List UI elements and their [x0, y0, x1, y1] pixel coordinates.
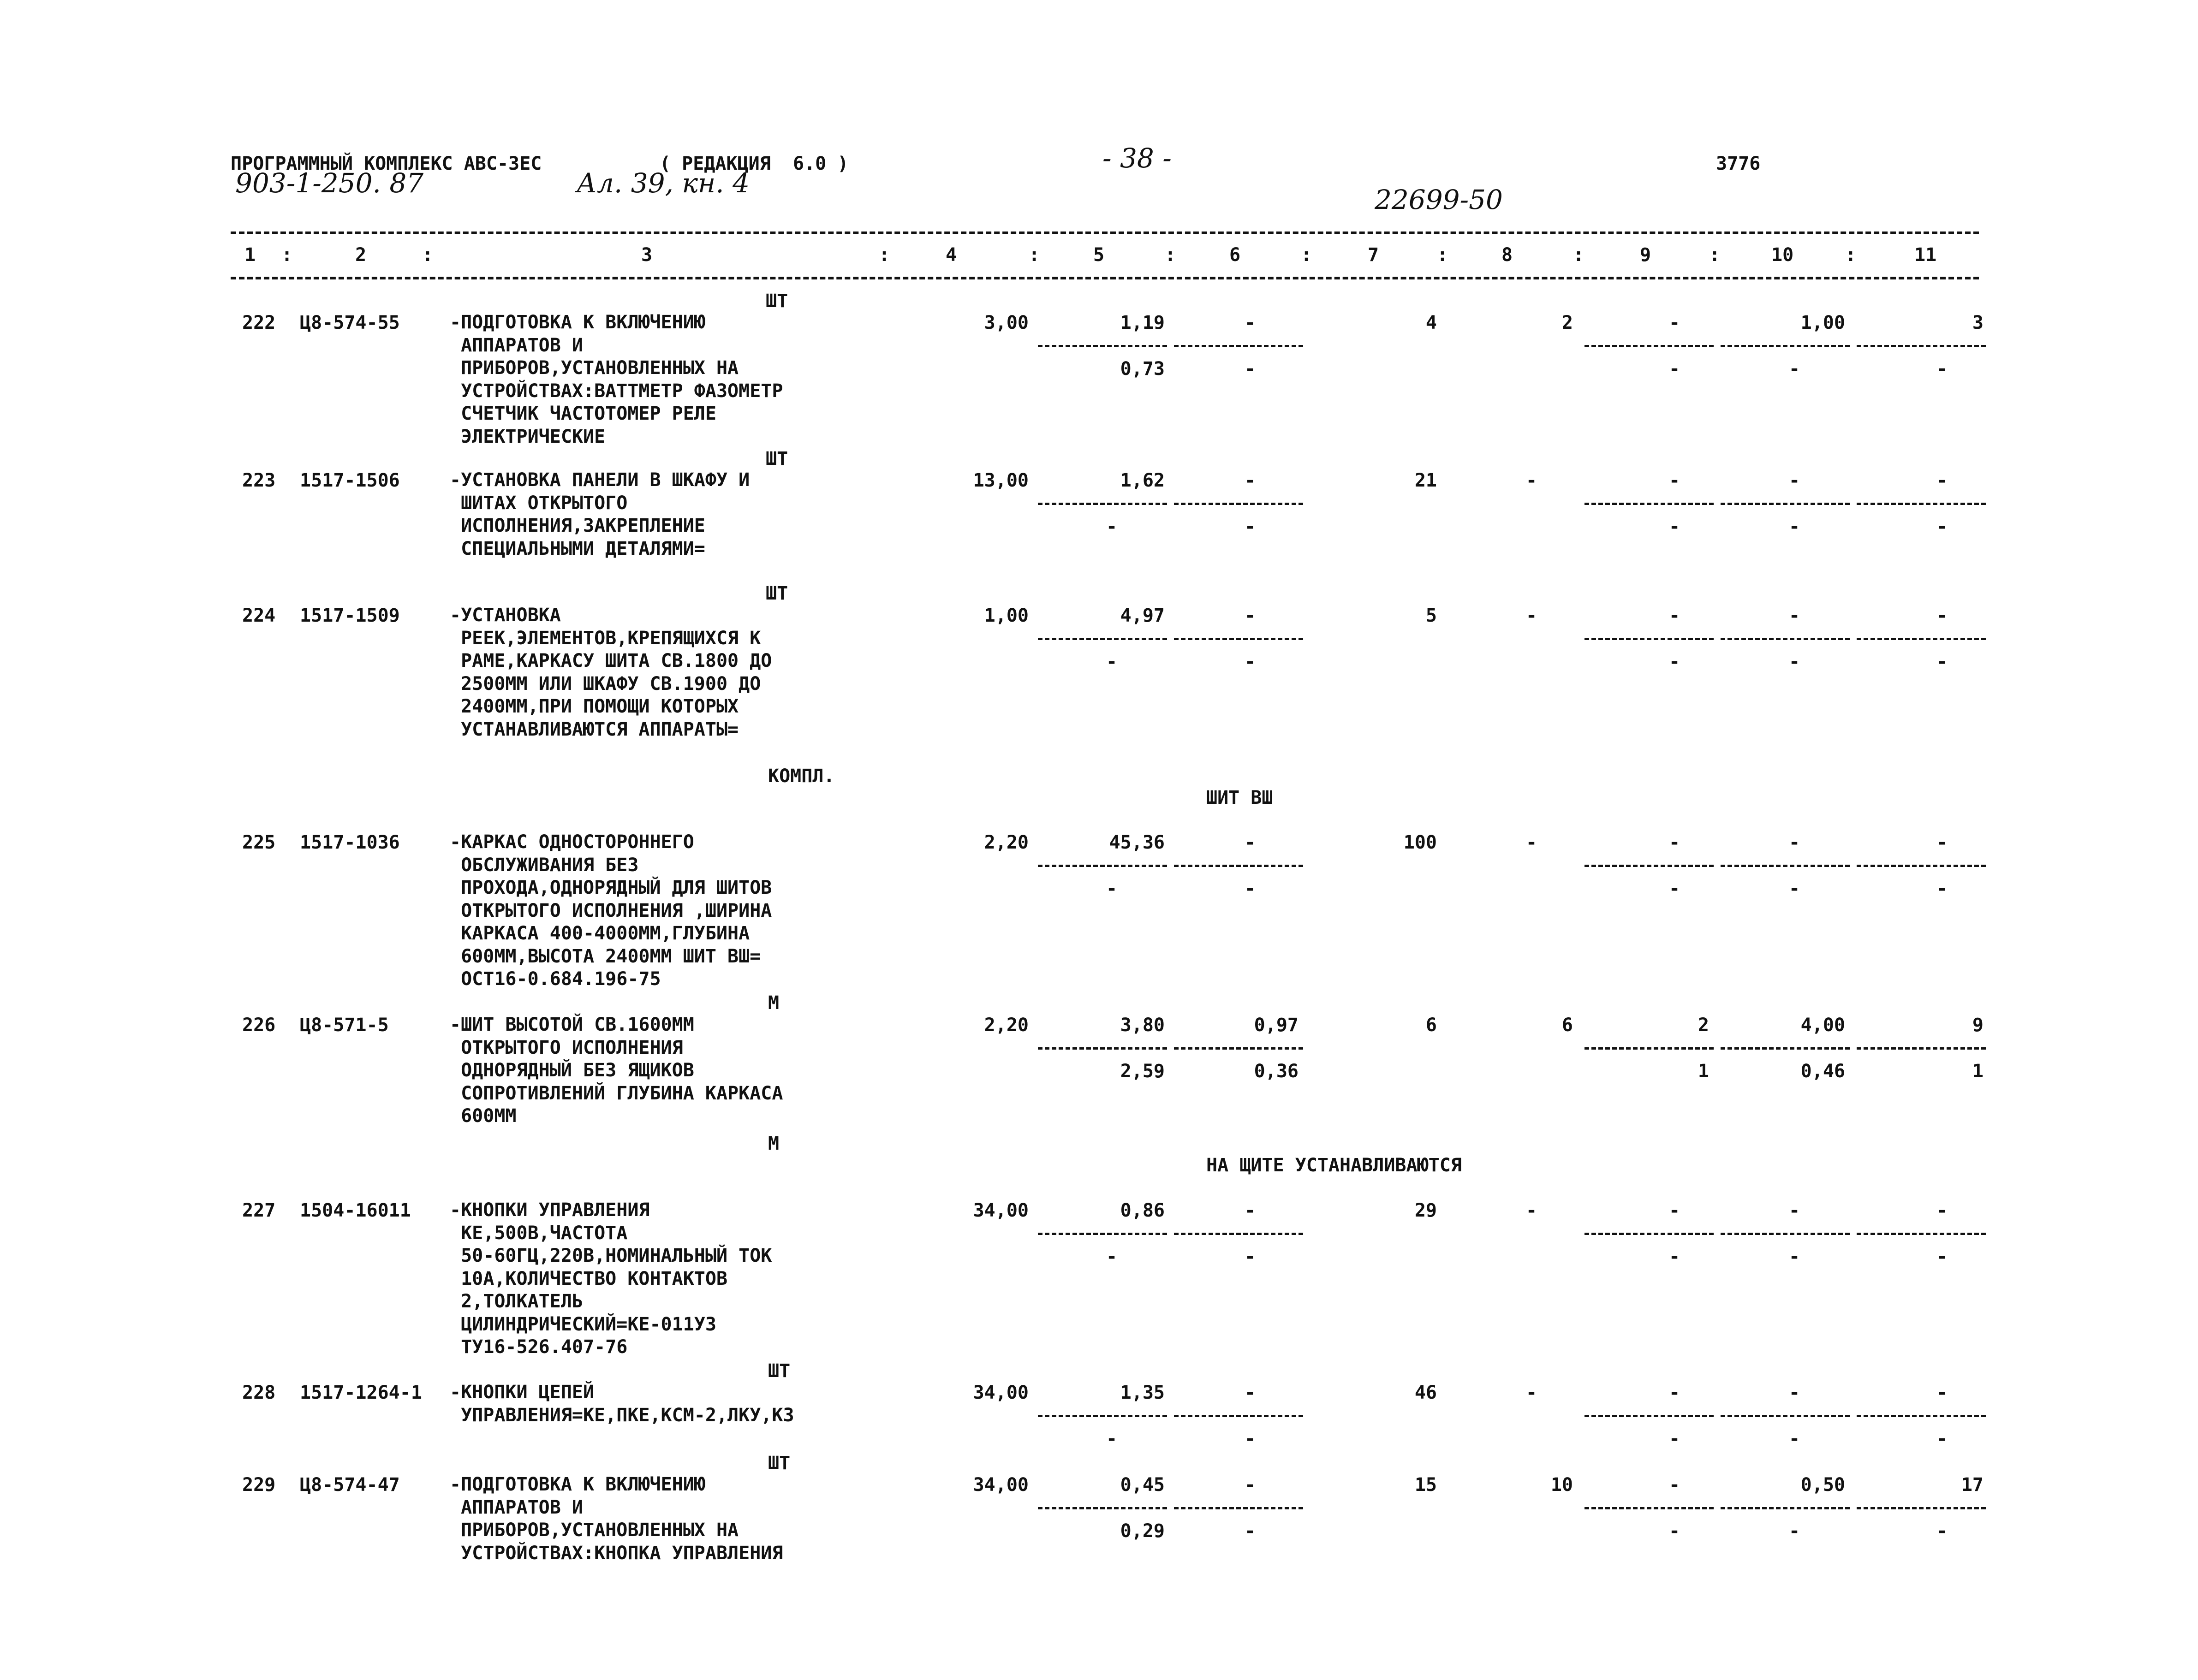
- col6-subvalue: -: [1244, 878, 1256, 899]
- separator: [1038, 1047, 1167, 1050]
- col5-subvalue: -: [1106, 1246, 1118, 1267]
- col8-value: 10: [1550, 1474, 1573, 1496]
- col11-value: 17: [1961, 1474, 1984, 1496]
- col-header-2: 2: [355, 244, 367, 266]
- col6-subvalue: -: [1244, 651, 1256, 672]
- col11-subvalue: -: [1936, 651, 1948, 672]
- col6-value: -: [1244, 1200, 1256, 1221]
- col11-subvalue: -: [1936, 1246, 1948, 1267]
- col8-value: -: [1525, 1382, 1537, 1403]
- separator: [1038, 345, 1167, 347]
- col5-value: 1,35: [1120, 1382, 1165, 1403]
- col6-value: -: [1244, 470, 1256, 491]
- separator: [1857, 1047, 1986, 1050]
- section-label: ШИТ ВШ: [1206, 787, 1273, 808]
- col10-value: 4,00: [1800, 1015, 1845, 1036]
- separator: [1038, 1507, 1167, 1509]
- row-number: 224: [242, 605, 276, 626]
- col11-value: -: [1936, 1382, 1948, 1403]
- separator: [1038, 638, 1167, 640]
- col6-subvalue: -: [1244, 1246, 1256, 1267]
- work-description: -УСТАНОВКА ПАНЕЛИ В ШКАФУ И ШИТАХ ОТКРЫТОГО ИСПОЛНЕНИЯ,ЗАКРЕПЛЕНИЕ СПЕЦИАЛЬНЫМИ ДЕТАЛЯМИ=: [450, 469, 750, 559]
- col-header-7: 7: [1368, 244, 1379, 266]
- col8-value: -: [1525, 605, 1537, 626]
- edition-label: ( РЕДАКЦИЯ 6.0 ): [660, 153, 849, 174]
- col10-value: 1,00: [1800, 312, 1845, 333]
- separator: [1857, 1415, 1986, 1417]
- col-header-3: 3: [641, 244, 653, 266]
- col6-subvalue: -: [1244, 1520, 1256, 1542]
- work-description: -УСТАНОВКА РЕЕК,ЭЛЕМЕНТОВ,КРЕПЯЩИХСЯ К РАМЕ,КАРКАСУ ШИТА СВ.1800 ДО 2500ММ ИЛИ ШКАФУ СВ.1900 ДО 2400ММ,ПРИ ПОМОЩИ КОТОРЫХ УСТАНАВЛИВАЮТСЯ АППАРАТЫ=: [450, 605, 772, 740]
- col11-subvalue: -: [1936, 1428, 1948, 1449]
- row-number: 225: [242, 832, 276, 853]
- col6-value: -: [1244, 312, 1256, 333]
- col-divider: :: [1709, 244, 1721, 266]
- col11-value: 3: [1972, 312, 1984, 333]
- col10-subvalue: -: [1788, 1520, 1800, 1542]
- col10-subvalue: -: [1788, 516, 1800, 537]
- col10-value: -: [1788, 832, 1800, 853]
- col9-value: -: [1668, 1200, 1680, 1221]
- separator: [1038, 1233, 1167, 1235]
- work-description: -ПОДГОТОВКА К ВКЛЮЧЕНИЮ АППАРАТОВ И ПРИБОРОВ,УСТАНОВЛЕННЫХ НА УСТРОЙСТВАХ:ВАТТМЕТР ФАЗОМЕТР СЧЕТЧИК ЧАСТОТОМЕР РЕЛЕ ЭЛЕКТРИЧЕСКИЕ: [450, 312, 783, 447]
- col11-subvalue: -: [1936, 516, 1948, 537]
- unit-label: М: [768, 992, 780, 1014]
- col5-value: 1,62: [1120, 470, 1165, 491]
- col-divider: :: [1573, 244, 1584, 266]
- col10-value: -: [1788, 1200, 1800, 1221]
- col4-value: 34,00: [973, 1200, 1029, 1221]
- col9-subvalue: -: [1668, 1520, 1680, 1542]
- col6-subvalue: -: [1244, 358, 1256, 380]
- col9-subvalue: -: [1668, 1428, 1680, 1449]
- col4-value: 2,20: [984, 1015, 1029, 1036]
- col4-value: 34,00: [973, 1474, 1029, 1496]
- col9-value: -: [1668, 832, 1680, 853]
- col9-value: 2: [1698, 1015, 1709, 1036]
- separator: [1038, 865, 1167, 867]
- col6-value: -: [1244, 832, 1256, 853]
- rate-code: Ц8-574-47: [300, 1474, 400, 1496]
- col10-value: -: [1788, 1382, 1800, 1403]
- rate-code: Ц8-574-55: [300, 312, 400, 333]
- col8-value: -: [1525, 470, 1537, 491]
- unit-label: КОМПЛ.: [768, 766, 835, 787]
- separator: [1584, 1047, 1714, 1050]
- col4-value: 3,00: [984, 312, 1029, 333]
- col-header-4: 4: [946, 244, 957, 266]
- col11-subvalue: -: [1936, 358, 1948, 380]
- col10-value: 0,50: [1800, 1474, 1845, 1496]
- col10-value: -: [1788, 605, 1800, 626]
- sheet-number: 3776: [1716, 153, 1761, 174]
- col8-value: -: [1525, 832, 1537, 853]
- col10-subvalue: -: [1788, 1428, 1800, 1449]
- col5-value: 0,86: [1120, 1200, 1165, 1221]
- col9-value: -: [1668, 605, 1680, 626]
- col-divider: :: [879, 244, 890, 266]
- separator: [1174, 503, 1303, 505]
- col5-value: 45,36: [1109, 832, 1165, 853]
- col-divider: :: [1029, 244, 1040, 266]
- col5-subvalue: -: [1106, 878, 1118, 899]
- col10-subvalue: -: [1788, 1246, 1800, 1267]
- row-number: 226: [242, 1015, 276, 1036]
- rate-code: 1504-16011: [300, 1200, 411, 1221]
- col-header-11: 11: [1914, 244, 1937, 266]
- col10-subvalue: 0,46: [1800, 1061, 1845, 1082]
- col6-value: -: [1244, 1382, 1256, 1403]
- program-title: ПРОГРАММНЫЙ КОМПЛЕКС АВС-3ЕС: [231, 153, 542, 174]
- separator: [1721, 638, 1850, 640]
- album-reference: Ал. 39, кн. 4: [577, 167, 750, 199]
- col-divider: :: [1845, 244, 1857, 266]
- separator: [1721, 1233, 1850, 1235]
- col9-subvalue: -: [1668, 516, 1680, 537]
- col7-value: 4: [1425, 312, 1437, 333]
- separator: [1174, 865, 1303, 867]
- col6-value: -: [1244, 605, 1256, 626]
- separator: [1857, 638, 1986, 640]
- col9-subvalue: 1: [1698, 1061, 1709, 1082]
- separator: [1721, 503, 1850, 505]
- col4-value: 13,00: [973, 470, 1029, 491]
- unit-label: ШТ: [766, 583, 788, 604]
- col9-value: -: [1668, 312, 1680, 333]
- col8-value: 2: [1561, 312, 1573, 333]
- col-divider: :: [1301, 244, 1312, 266]
- col11-value: -: [1936, 470, 1948, 491]
- document-number: 22699-50: [1375, 184, 1503, 215]
- rate-code: 1517-1264-1: [300, 1382, 422, 1403]
- col7-value: 15: [1414, 1474, 1437, 1496]
- separator: [1857, 1233, 1986, 1235]
- separator: [1721, 345, 1850, 347]
- col-header-9: 9: [1640, 244, 1651, 266]
- separator: [1721, 1415, 1850, 1417]
- col5-subvalue: -: [1106, 1428, 1118, 1449]
- separator: [1584, 865, 1714, 867]
- col5-subvalue: 0,29: [1120, 1520, 1165, 1542]
- col7-value: 6: [1425, 1015, 1437, 1036]
- separator: [1174, 1507, 1303, 1509]
- row-number: 228: [242, 1382, 276, 1403]
- col5-value: 1,19: [1120, 312, 1165, 333]
- col10-subvalue: -: [1788, 651, 1800, 672]
- col5-subvalue: 2,59: [1120, 1061, 1165, 1082]
- col4-value: 34,00: [973, 1382, 1029, 1403]
- col6-subvalue: -: [1244, 516, 1256, 537]
- separator: [1174, 345, 1303, 347]
- row-number: 229: [242, 1474, 276, 1496]
- col8-value: 6: [1561, 1015, 1573, 1036]
- unit-label: ШТ: [768, 1453, 791, 1474]
- col9-subvalue: -: [1668, 651, 1680, 672]
- col5-value: 0,45: [1120, 1474, 1165, 1496]
- col-header-5: 5: [1093, 244, 1105, 266]
- col7-value: 5: [1425, 605, 1437, 626]
- col11-subvalue: 1: [1972, 1061, 1984, 1082]
- col-header-10: 10: [1771, 244, 1794, 266]
- section-label: НА ЩИТЕ УСТАНАВЛИВАЮТСЯ: [1206, 1155, 1462, 1176]
- header-rule-bottom: [231, 277, 1979, 279]
- col-divider: :: [281, 244, 293, 266]
- work-description: -КНОПКИ ЦЕПЕЙ УПРАВЛЕНИЯ=КЕ,ПКЕ,КСМ-2,ЛКУ,КЗ: [450, 1382, 794, 1426]
- col-divider: :: [1437, 244, 1448, 266]
- col9-value: -: [1668, 1474, 1680, 1496]
- col8-value: -: [1525, 1200, 1537, 1221]
- col-divider: :: [1165, 244, 1176, 266]
- separator: [1857, 1507, 1986, 1509]
- col-header-6: 6: [1229, 244, 1241, 266]
- col11-subvalue: -: [1936, 1520, 1948, 1542]
- separator: [1721, 1507, 1850, 1509]
- col4-value: 2,20: [984, 832, 1029, 853]
- work-description: -КНОПКИ УПРАВЛЕНИЯ КЕ,500В,ЧАСТОТА 50-60ГЦ,220В,НОМИНАЛЬНЫЙ ТОК 10А,КОЛИЧЕСТВО КОНТАКТОВ 2,ТОЛКАТЕЛЬ ЦИЛИНДРИЧЕСКИЙ=КЕ-011У3 ТУ16-526.407-76: [450, 1199, 772, 1358]
- separator: [1584, 345, 1714, 347]
- work-description: -ПОДГОТОВКА К ВКЛЮЧЕНИЮ АППАРАТОВ И ПРИБОРОВ,УСТАНОВЛЕННЫХ НА УСТРОЙСТВАХ:КНОПКА УПРАВЛЕНИЯ: [450, 1474, 783, 1564]
- col9-subvalue: -: [1668, 358, 1680, 380]
- col5-value: 3,80: [1120, 1015, 1165, 1036]
- col10-subvalue: -: [1788, 358, 1800, 380]
- page-number: - 38 -: [1102, 142, 1172, 174]
- col6-value: -: [1244, 1474, 1256, 1496]
- col11-subvalue: -: [1936, 878, 1948, 899]
- work-description: -ШИТ ВЫСОТОЙ СВ.1600ММ ОТКРЫТОГО ИСПОЛНЕНИЯ ОДНОРЯДНЫЙ БЕЗ ЯЩИКОВ СОПРОТИВЛЕНИЙ ГЛУБИНА КАРКАСА 600ММ: [450, 1014, 783, 1127]
- separator: [1721, 865, 1850, 867]
- col11-value: 9: [1972, 1015, 1984, 1036]
- unit-label: М: [768, 1133, 780, 1154]
- header-rule-top: [231, 232, 1979, 234]
- rate-code: 1517-1036: [300, 832, 400, 853]
- row-number: 223: [242, 470, 276, 491]
- separator: [1038, 503, 1167, 505]
- col10-subvalue: -: [1788, 878, 1800, 899]
- col7-value: 46: [1414, 1382, 1437, 1403]
- separator: [1174, 1233, 1303, 1235]
- separator: [1174, 1415, 1303, 1417]
- row-number: 227: [242, 1200, 276, 1221]
- unit-label: ШТ: [766, 448, 788, 469]
- separator: [1174, 1047, 1303, 1050]
- separator: [1174, 638, 1303, 640]
- separator: [1584, 638, 1714, 640]
- col5-subvalue: -: [1106, 651, 1118, 672]
- col10-value: -: [1788, 470, 1800, 491]
- unit-label: ШТ: [766, 291, 788, 312]
- col7-value: 21: [1414, 470, 1437, 491]
- col6-subvalue: 0,36: [1254, 1061, 1299, 1082]
- col-header-1: 1: [244, 244, 256, 266]
- col9-value: -: [1668, 1382, 1680, 1403]
- separator: [1584, 1233, 1714, 1235]
- row-number: 222: [242, 312, 276, 333]
- separator: [1857, 503, 1986, 505]
- col5-subvalue: 0,73: [1120, 358, 1165, 380]
- col9-value: -: [1668, 470, 1680, 491]
- col5-subvalue: -: [1106, 516, 1118, 537]
- col11-value: -: [1936, 605, 1948, 626]
- project-code: 903-1-250. 87: [235, 167, 424, 199]
- separator: [1584, 1507, 1714, 1509]
- separator: [1038, 1415, 1167, 1417]
- col6-subvalue: -: [1244, 1428, 1256, 1449]
- separator: [1584, 1415, 1714, 1417]
- col7-value: 100: [1403, 832, 1437, 853]
- col4-value: 1,00: [984, 605, 1029, 626]
- rate-code: Ц8-571-5: [300, 1015, 389, 1036]
- col7-value: 29: [1414, 1200, 1437, 1221]
- col11-value: -: [1936, 1200, 1948, 1221]
- col5-value: 4,97: [1120, 605, 1165, 626]
- col6-value: 0,97: [1254, 1015, 1299, 1036]
- separator: [1721, 1047, 1850, 1050]
- col9-subvalue: -: [1668, 1246, 1680, 1267]
- separator: [1857, 345, 1986, 347]
- unit-label: ШТ: [768, 1360, 791, 1382]
- rate-code: 1517-1506: [300, 470, 400, 491]
- work-description: -КАРКАС ОДНОСТОРОННЕГО ОБСЛУЖИВАНИЯ БЕЗ ПРОХОДА,ОДНОРЯДНЫЙ ДЛЯ ШИТОВ ОТКРЫТОГО ИСПОЛНЕНИЯ ,ШИРИНА КАРКАСА 400-4000ММ,ГЛУБИНА 600ММ,ВЫСОТА 2400ММ ШИТ ВШ= ОСТ16-0.684.196-75: [450, 831, 772, 990]
- col-header-8: 8: [1501, 244, 1513, 266]
- col11-value: -: [1936, 832, 1948, 853]
- separator: [1584, 503, 1714, 505]
- col-divider: :: [422, 244, 434, 266]
- rate-code: 1517-1509: [300, 605, 400, 626]
- col9-subvalue: -: [1668, 878, 1680, 899]
- separator: [1857, 865, 1986, 867]
